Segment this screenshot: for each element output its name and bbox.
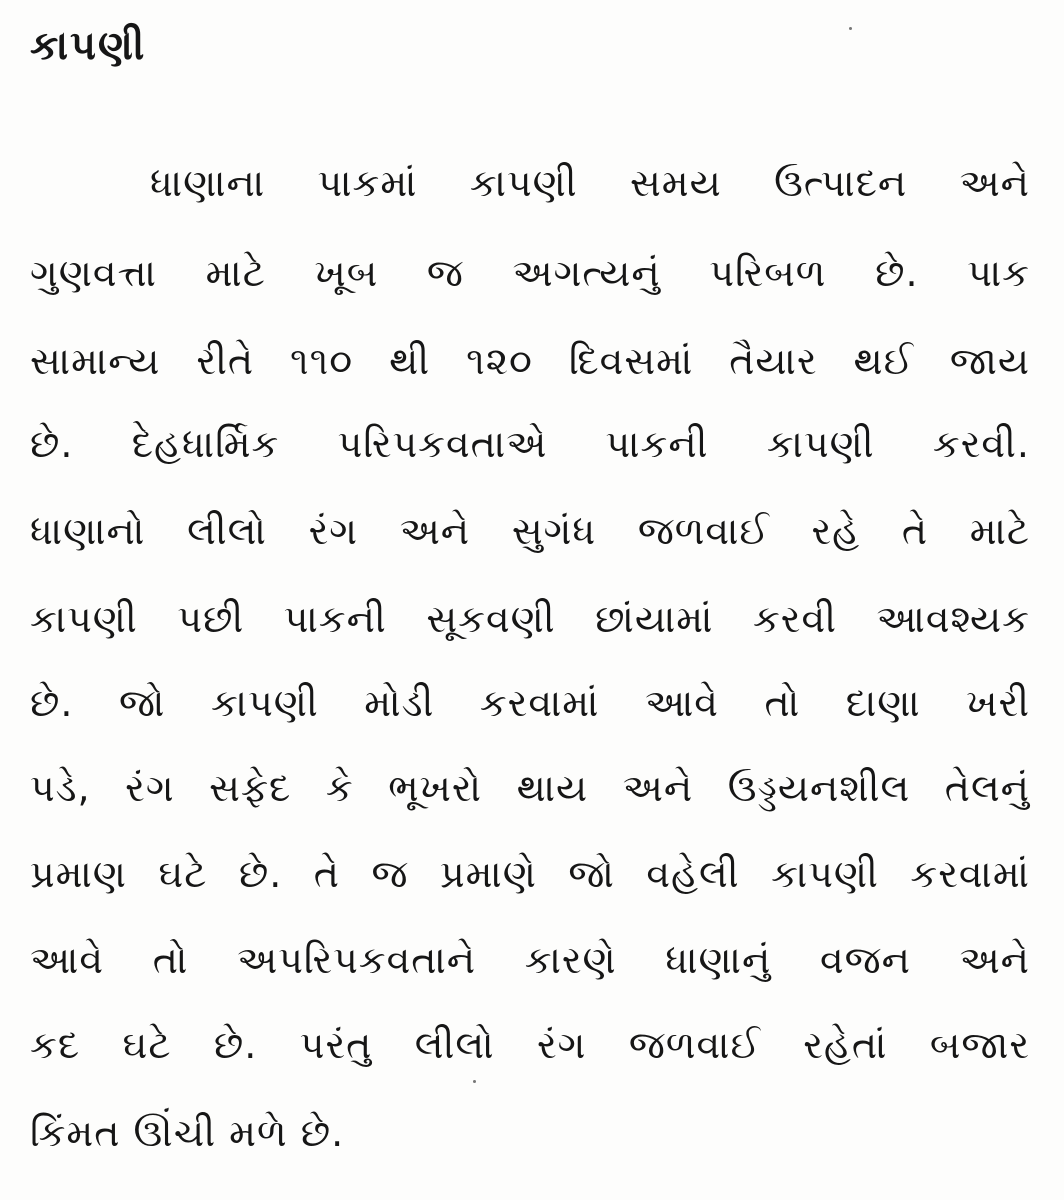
paragraph-line: કદ ઘટે છે. પરંતુ લીલો રંગ જળવાઈ રહેતાં બજાર (30, 1023, 1030, 1067)
paragraph-line: પડે, રંગ સફેદ કે ભૂખરો થાય અને ઉડ્ડયનશીલ તેલનું (30, 766, 1030, 810)
paragraph-line: કિંમત ઊંચી મળે છે. (30, 1111, 345, 1155)
paragraph-line: કાપણી પછી પાકની સૂકવણી છાંયામાં કરવી આવશ્યક (30, 597, 1030, 641)
paragraph-line: પ્રમાણ ઘટે છે. તે જ પ્રમાણે જો વહેલી કાપણી કરવામાં (30, 852, 1030, 896)
section-heading: કાપણી (30, 23, 147, 69)
scan-speck (849, 27, 852, 30)
paragraph-line: ધાણાના પાકમાં કાપણી સમય ઉત્પાદન અને (150, 161, 1030, 205)
paragraph-line: છે. જો કાપણી મોડી કરવામાં આવે તો દાણા ખરી (30, 681, 1030, 725)
paragraph-line: ધાણાનો લીલો રંગ અને સુગંધ જળવાઈ રહે તે માટે (30, 509, 1030, 553)
paragraph-line: આવે તો અપરિપકવતાને કારણે ધાણાનું વજન અને (30, 938, 1030, 982)
paragraph-line: છે. દેહધાર્મિક પરિપકવતાએ પાકની કાપણી કરવી. (30, 422, 1030, 466)
paragraph-line: સામાન્ય રીતે ૧૧૦ થી ૧૨૦ દિવસમાં તૈયાર થઈ જાય (30, 339, 1030, 383)
scan-speck (473, 1080, 476, 1083)
paragraph-line: ગુણવત્તા માટે ખૂબ જ અગત્યનું પરિબળ છે. પાક (30, 251, 1030, 295)
